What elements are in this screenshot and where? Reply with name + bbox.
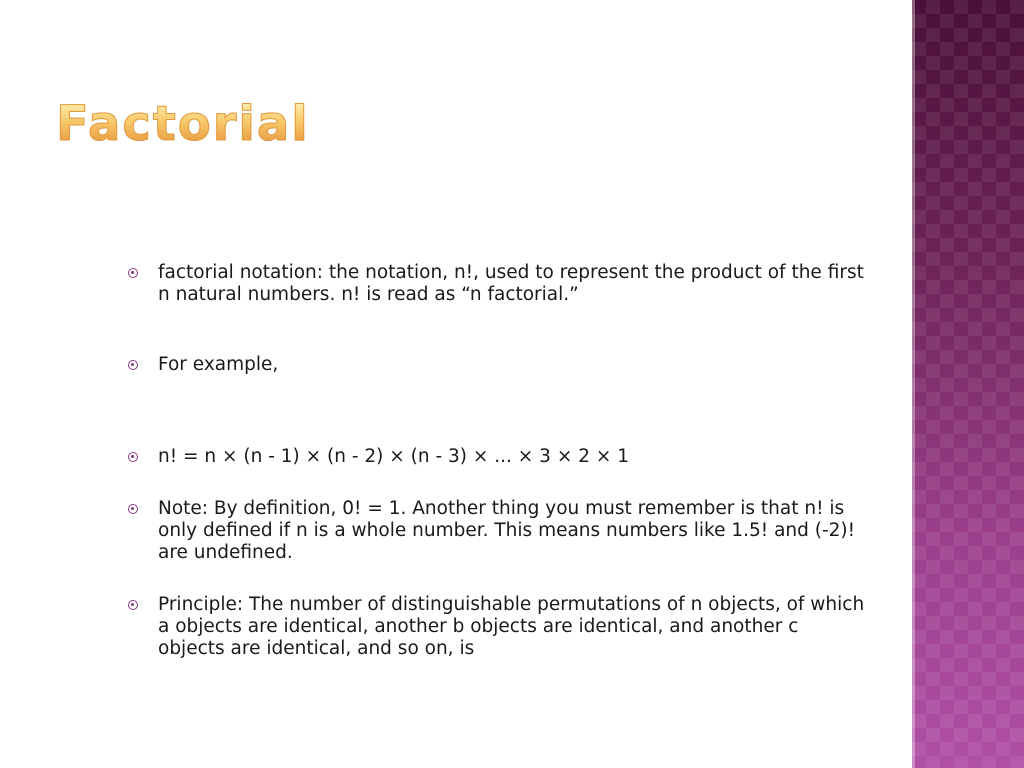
- bullet-list: [126, 262, 866, 660]
- radio-circle-icon: [128, 268, 138, 278]
- bullet-note: [126, 498, 866, 564]
- decorative-side-band: [912, 0, 1024, 768]
- radio-circle-icon: [128, 360, 138, 370]
- radio-circle-icon: [128, 600, 138, 610]
- bullet-example: [126, 354, 866, 376]
- bullet-definition: [126, 262, 866, 306]
- radio-circle-icon: [128, 504, 138, 514]
- bullet-principle: [126, 594, 866, 660]
- bullet-text: For example,: [158, 354, 279, 375]
- slide-title: Factorial: [56, 96, 310, 152]
- radio-circle-icon: [128, 452, 138, 462]
- bullet-text: Principle: The number of distinguishable permutations of n objects, of which a objects are identical, another b objects are identical, and another c objects are identical, and so on, is: [158, 594, 865, 659]
- bullet-text: factorial notation: the notation, n!, used to represent the product of the first n natural numbers. n! is read as “n factorial.”: [158, 262, 864, 305]
- bullet-text: n! = n × (n - 1) × (n - 2) × (n - 3) × ... × 3 × 2 × 1: [158, 446, 630, 467]
- bullet-text: Note: By definition, 0! = 1. Another thing you must remember is that n! is only defined if n is a whole number. This means numbers like 1.5! and (-2)! are undefined.: [158, 498, 856, 563]
- bullet-formula: [126, 446, 866, 468]
